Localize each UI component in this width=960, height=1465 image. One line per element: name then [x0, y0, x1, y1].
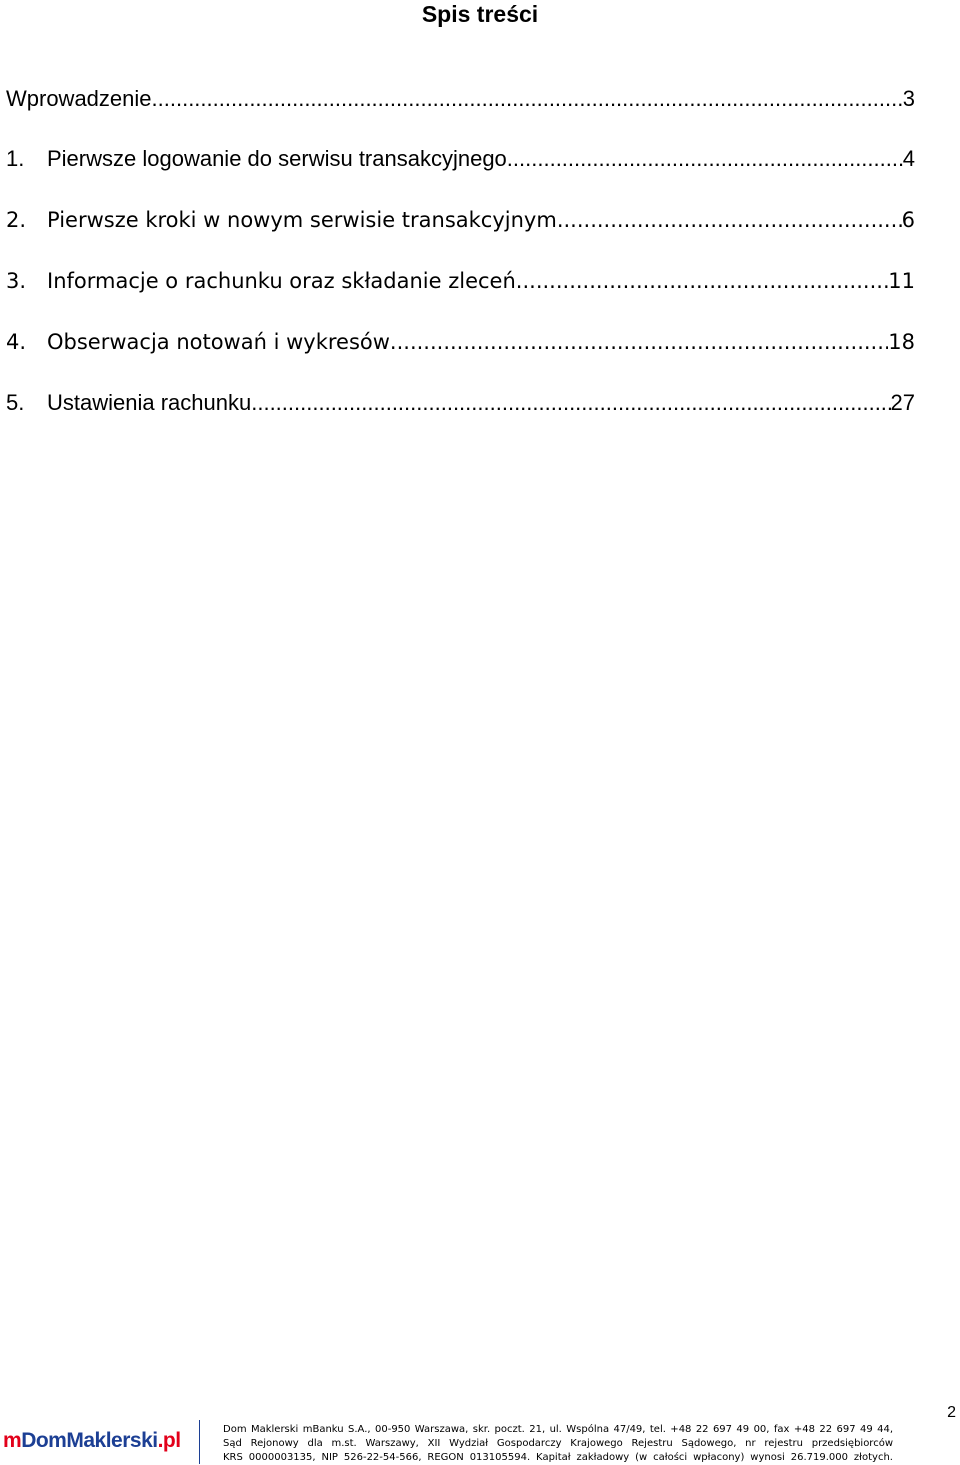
toc-leader-dots [251, 388, 890, 418]
toc-entry-number: 3. [6, 269, 27, 293]
toc-entry-4[interactable] [6, 327, 915, 357]
toc-page-number: 27 [890, 390, 915, 415]
footer-line: Dom Maklerski mBanku S.A., 00-950 Warszawa, skr. poczt. 21, ul. Wspólna 47/49, tel. +48 22 697 49 00, fax +48 22 697 49 44, [223, 1424, 893, 1435]
toc-entry-title: Pierwsze logowanie do serwisu transakcyjnego [47, 146, 507, 171]
toc-entry-number: 2. [6, 208, 27, 232]
toc-entry-title: Ustawienia rachunku [47, 390, 252, 415]
toc-page-number: 6 [901, 208, 915, 232]
logo-main: DomMaklerski [21, 1429, 158, 1452]
footer-line: Sąd Rejonowy dla m.st. Warszawy, XII Wydział Gospodarczy Krajowego Rejestru Sądowego, nr rejestru przedsiębiorców [223, 1438, 893, 1449]
toc-page-number: 11 [888, 269, 915, 293]
logo-pl: .pl [157, 1429, 181, 1452]
toc-entry-title: Wprowadzenie [6, 86, 152, 111]
page-title: Spis treści [421, 1, 539, 27]
toc-entry-number: 1. [6, 146, 25, 171]
toc-leader-dots [557, 205, 902, 235]
toc-entry-5[interactable] [6, 388, 915, 418]
page-number: 2 [947, 1404, 956, 1421]
toc-leader-dots [507, 144, 903, 174]
toc-entry-introduction[interactable] [6, 84, 915, 114]
toc-entry-title: Pierwsze kroki w nowym serwisie transakcyjnym [47, 208, 557, 232]
toc-leader-dots [152, 84, 903, 114]
toc-entry-1[interactable] [6, 144, 915, 174]
footer-legal-text [223, 1423, 893, 1465]
toc-page-number: 4 [902, 146, 915, 171]
toc-entry-2[interactable] [6, 205, 915, 235]
toc-entry-title: Obserwacja notowań i wykresów [47, 330, 390, 354]
footer-line: KRS 0000003135, NIP 526-22-54-566, REGON 013105594. Kapitał zakładowy (w całości wpłacony) wynosi 26.719.000 złotych. [223, 1452, 893, 1463]
toc-entry-number: 5. [6, 390, 25, 415]
toc-entry-title: Informacje o rachunku oraz składanie zleceń [47, 269, 516, 293]
toc-page-number: 18 [888, 330, 915, 354]
footer-divider [199, 1420, 200, 1464]
toc-leader-dots [390, 327, 888, 357]
toc-leader-dots [516, 266, 888, 296]
mdommaklerski-logo [3, 1427, 181, 1455]
toc-page-number: 3 [902, 86, 915, 111]
toc-entry-3[interactable] [6, 266, 915, 296]
toc-entry-number: 4. [6, 330, 27, 354]
logo-m: m [3, 1429, 22, 1452]
